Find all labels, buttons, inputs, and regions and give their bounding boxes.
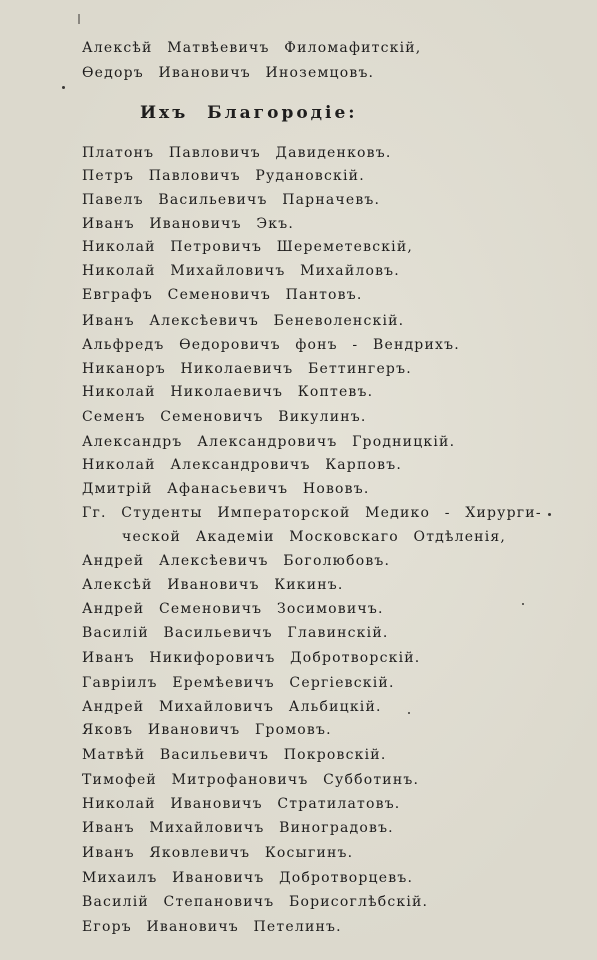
name-line: Николай Николаевичъ Коптевъ. <box>82 384 374 400</box>
name-line: Алексѣй Матвѣевичъ Филомафитскій, <box>82 40 422 56</box>
ink-speck <box>548 513 551 516</box>
name-line: Яковъ Ивановичъ Громовъ. <box>82 722 332 738</box>
ink-speck <box>62 86 65 89</box>
name-line: Николай Петровичъ Шереметевскій, <box>82 239 414 255</box>
name-line: Павелъ Васильевичъ Парначевъ. <box>82 192 381 208</box>
name-line: Гг. Студенты Императорской Медико - Хирурги- <box>82 505 542 521</box>
name-line: Андрей Алексѣевичъ Боголюбовъ. <box>82 553 391 569</box>
name-line: Михаилъ Ивановичъ Добротворцевъ. <box>82 870 414 886</box>
name-line: Александръ Александровичъ Гродницкій. <box>82 434 456 450</box>
name-line: ческой Академіи Московскаго Отдѣленія, <box>122 529 507 545</box>
ink-speck <box>522 603 524 605</box>
name-line: Платонъ Павловичъ Давиденковъ. <box>82 145 392 161</box>
name-line: Тимофей Митрофановичъ Субботинъ. <box>82 772 420 788</box>
name-line: Гавріилъ Еремѣевичъ Сергіевскій. <box>82 675 395 691</box>
name-line: Иванъ Ивановичъ Экъ. <box>82 216 294 232</box>
name-line: Евграфъ Семеновичъ Пантовъ. <box>82 287 363 303</box>
name-line: Василій Степановичъ Борисоглѣбскій. <box>82 894 429 910</box>
name-line: Иванъ Яковлевичъ Косыгинъ. <box>82 845 354 861</box>
name-line: Никаноръ Николаевичъ Беттингеръ. <box>82 361 412 377</box>
name-line: Ѳедоръ Ивановичъ Иноземцовъ. <box>82 65 375 81</box>
name-line: Егоръ Ивановичъ Петелинъ. <box>82 919 342 935</box>
name-line: Андрей Михайловичъ Альбицкій. <box>82 699 382 715</box>
name-line: Николай Александровичъ Карповъ. <box>82 457 402 473</box>
name-line: Альфредъ Ѳедоровичъ фонъ - Вендрихъ. <box>82 337 460 353</box>
name-line: Василій Васильевичъ Главинскій. <box>82 625 389 641</box>
name-line: Петръ Павловичъ Рудановскій. <box>82 168 365 184</box>
name-line: Алексѣй Ивановичъ Кикинъ. <box>82 577 344 593</box>
name-line: Иванъ Никифоровичъ Добротворскій. <box>82 650 421 666</box>
name-line: Семенъ Семеновичъ Викулинъ. <box>82 409 367 425</box>
ink-speck <box>408 712 410 714</box>
name-line: Николай Ивановичъ Стратилатовъ. <box>82 796 401 812</box>
name-line: Андрей Семеновичъ Зосимовичъ. <box>82 601 384 617</box>
name-line: Николай Михайловичъ Михайловъ. <box>82 263 400 279</box>
name-line: Иванъ Михайловичъ Виноградовъ. <box>82 820 394 836</box>
margin-mark <box>78 14 80 24</box>
name-line: Дмитрій Афанасьевичъ Нововъ. <box>82 481 370 497</box>
name-line: Иванъ Алексѣевичъ Беневоленскій. <box>82 313 405 329</box>
name-line: Матвѣй Васильевичъ Покровскій. <box>82 747 387 763</box>
section-heading: Ихъ Благородіе: <box>140 103 358 123</box>
